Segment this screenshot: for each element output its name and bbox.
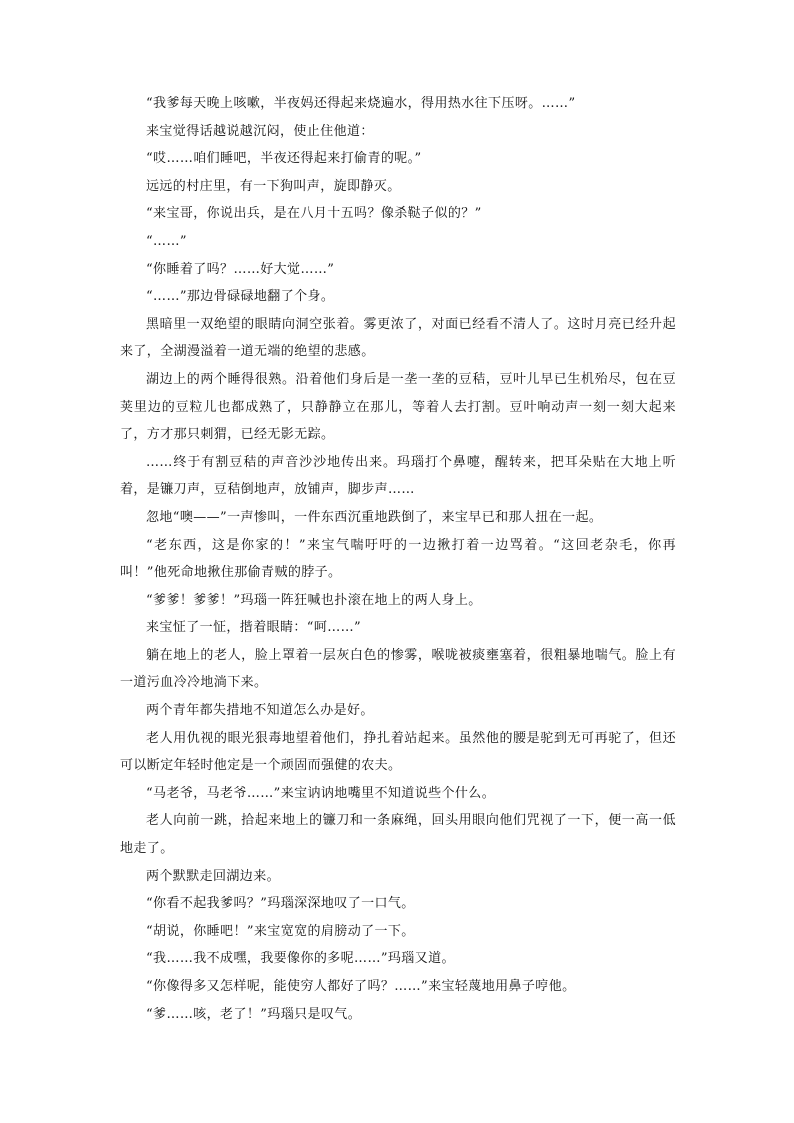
paragraph: 湖边上的两个睡得很熟。沿着他们身后是一垄一垄的豆秸，豆叶儿早已生机殆尽，包在豆荚里边的豆粒儿也都成熟了，只静静立在那儿，等着人去打割。豆叶响动声一刻一刻大起来了，方才那只刺猬，已经无影无踪。	[120, 371, 676, 443]
paragraph: “你像得多又怎样呢，能使穷人都好了吗？……”来宝轻蔑地用鼻子哼他。	[146, 979, 576, 994]
paragraph: 远远的村庄里，有一下狗叫声，旋即静灭。	[146, 178, 401, 194]
paragraph: “爹……咳，老了！”玛瑙只是叹气。	[146, 1006, 362, 1022]
paragraph: 来宝觉得话越说越沉闷，使止住他道：	[146, 123, 374, 139]
paragraph: 躺在地上的老人，脸上罩着一层灰白色的惨雾，喉咙被痰壅塞着，很粗暴地喘气。脸上有一道污血冷冷地淌下来。	[120, 647, 676, 691]
story-text	[120, 90, 676, 1028]
paragraph: “马老爷，马老爷……”来宝讷讷地嘴里不知道说些个什么。	[146, 785, 496, 801]
paragraph: “我爹每天晚上咳嗽，半夜妈还得起来烧遍水，得用热水往下压呀。……”	[146, 96, 576, 111]
paragraph: “爹爹！爹爹！”玛瑙一阵狂喊也扑滚在地上的两人身上。	[146, 592, 482, 608]
paragraph: “……”	[146, 233, 187, 249]
paragraph: 两个青年都失措地不知道怎么办是好。	[146, 703, 374, 719]
paragraph: 两个默默走回湖边来。	[146, 868, 281, 884]
paragraph: 来宝怔了一怔，揩着眼睛：“呵……”	[146, 620, 362, 636]
paragraph: ……终于有割豆秸的声音沙沙地传出来。玛瑙打个鼻嚏，醒转来，把耳朵贴在大地上听着，是镰刀声，豆秸倒地声，放铺声，脚步声……	[120, 454, 676, 498]
paragraph: “老东西，这是你家的！”来宝气喘吁吁的一边揪打着一边骂着。“这回老杂毛，你再叫！”他死命地揪住那偷青贼的脖子。	[120, 537, 676, 581]
paragraph: 忽地“噢——”一声惨叫，一件东西沉重地跌倒了，来宝早已和那人扭在一起。	[146, 509, 603, 525]
paragraph: “胡说，你睡吧！”来宝宽宽的肩膀动了一下。	[146, 923, 415, 939]
paragraph: “我……我不成嘿，我要像你的多呢……”玛瑙又道。	[146, 951, 455, 967]
paragraph: “哎……咱们睡吧，半夜还得起来打偷青的呢。”	[146, 151, 422, 167]
paragraph: 老人用仇视的眼光狠毒地望着他们，挣扎着站起来。虽然他的腰是驼到无可再驼了，但还可以断定年轻时他定是一个顽固而强健的农夫。	[120, 730, 676, 774]
paragraph: “你睡着了吗？……好大觉……”	[146, 261, 335, 277]
paragraph: “……”那边骨碌碌地翻了个身。	[146, 289, 335, 305]
paragraph: “来宝哥，你说出兵，是在八月十五吗？像杀鞑子似的？”	[146, 206, 482, 222]
paragraph: 黑暗里一双绝望的眼睛向洞空张着。雾更浓了，对面已经看不清人了。这时月亮已经升起来了，全湖漫溢着一道无端的绝望的悲感。	[120, 316, 676, 360]
paragraph: “你看不起我爹吗？”玛瑙深深地叹了一口气。	[146, 896, 415, 912]
paragraph: 老人向前一跳，拾起来地上的镰刀和一条麻绳，回头用眼向他们咒视了一下，便一高一低地走了。	[120, 813, 676, 857]
